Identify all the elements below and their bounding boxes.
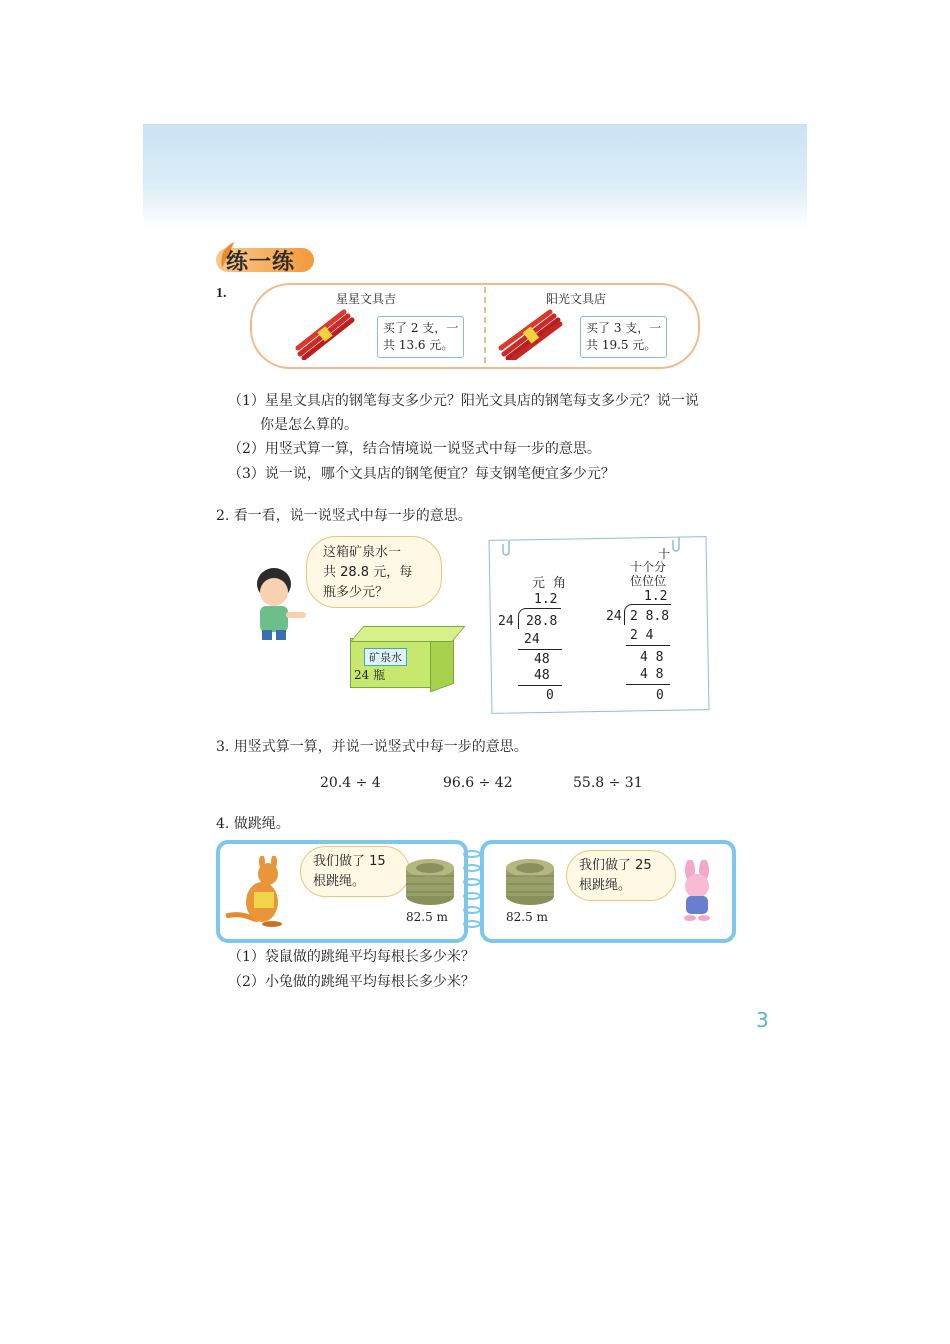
calc-left-divisor: 24	[498, 614, 514, 629]
store-divider	[484, 287, 486, 363]
box-label: 矿泉水	[364, 648, 407, 666]
store-a-name: 星星文具吉	[336, 292, 397, 306]
page-number: 3	[756, 1008, 769, 1032]
q4-sub1: （1）袋鼠做的跳绳平均每根长多少米？	[228, 949, 475, 965]
calc-right-divisor: 24	[606, 609, 622, 624]
boy-speech-bubble	[306, 536, 442, 608]
calc-left-header: 元 角	[532, 576, 566, 591]
kangaroo-speech-bubble	[300, 846, 410, 897]
q4-text: 4. 做跳绳。	[216, 816, 290, 832]
calc-left-row3: 48	[534, 668, 550, 683]
rabbit-icon	[674, 860, 720, 922]
calc-right-row1: 2 4	[630, 628, 654, 643]
calc-right-dividend: 2 8.8	[630, 609, 670, 624]
store-b-note-line2: 共 19.5 元。	[586, 338, 657, 352]
q1-number: 1.	[216, 286, 227, 301]
box-count: 24 瓶	[354, 668, 386, 682]
rope-coil-icon	[504, 856, 556, 906]
q1-sub2: （2）用竖式算一算，结合情境说一说竖式中每一步的意思。	[228, 441, 601, 457]
rabbit-rope-length: 82.5 m	[506, 910, 548, 924]
section-title-text: 练一练	[226, 250, 296, 275]
clip-icon	[502, 540, 516, 556]
calc-right-rule2	[626, 684, 670, 685]
calc-left-rule1	[518, 649, 562, 650]
q3-item-1: 20.4 ÷ 4	[320, 775, 381, 791]
header-banner	[143, 124, 807, 229]
calc-left-rule2	[518, 685, 562, 686]
rabbit-speech-bubble	[566, 850, 676, 901]
water-box	[350, 626, 454, 688]
calc-right-quotient: 1.2	[644, 589, 668, 604]
calc-right-row2: 4 8	[640, 650, 664, 665]
section-title	[216, 240, 316, 276]
bubble-line1: 这箱矿泉水一	[323, 545, 402, 560]
store-a-note	[377, 316, 464, 358]
bubble-line2: 共 28.8 元，每	[323, 565, 413, 580]
q3-item-2: 96.6 ÷ 42	[443, 775, 513, 791]
calc-right-header-top: 十	[658, 547, 671, 561]
q3-item-3: 55.8 ÷ 31	[573, 775, 643, 791]
q4-sub2: （2）小兔做的跳绳平均每根长多少米？	[228, 974, 475, 990]
q1-sub3: （3）说一说，哪个文具店的钢笔便宜？每支钢笔便宜多少元？	[228, 466, 615, 482]
calc-left-quotient: 1.2	[534, 592, 558, 607]
q3-text: 3. 用竖式算一算，并说一说竖式中每一步的意思。	[216, 739, 528, 755]
calc-right-row4: 0	[656, 688, 664, 703]
store-b-note	[580, 316, 667, 358]
calc-right-header-mid: 十个分	[630, 560, 667, 574]
calc-right-row3: 4 8	[640, 667, 664, 682]
calc-right-rule1	[626, 645, 670, 646]
pens-icon	[498, 308, 564, 360]
calc-left-row2: 48	[534, 652, 550, 667]
store-a-note-line1: 买了 2 支，一	[383, 321, 459, 335]
binding-rings-icon	[462, 844, 482, 932]
kangaroo-rope-length: 82.5 m	[406, 910, 448, 924]
rope-coil-icon	[404, 856, 456, 906]
store-a-note-line2: 共 13.6 元。	[383, 338, 454, 352]
kangaroo-bubble-line2: 根跳绳。	[313, 874, 366, 889]
q2-text: 2. 看一看，说一说竖式中每一步的意思。	[216, 508, 472, 524]
bubble-line3: 瓶多少元？	[323, 585, 389, 600]
rabbit-bubble-line2: 根跳绳。	[579, 878, 632, 893]
q1-sub1-line1: （1）星星文具店的钢笔每支多少元？阳光文具店的钢笔每支多少元？说一说	[228, 393, 699, 409]
store-b-note-line1: 买了 3 支，一	[586, 321, 662, 335]
calc-left-dividend: 28.8	[526, 614, 558, 629]
boy-icon	[248, 566, 314, 642]
rabbit-bubble-line1: 我们做了 25	[579, 858, 652, 873]
store-b-name: 阳光文具店	[546, 292, 607, 306]
pens-icon	[294, 308, 356, 360]
calc-right-header-bot: 位位位	[630, 574, 667, 588]
calc-left-row4: 0	[546, 688, 554, 703]
kangaroo-bubble-line1: 我们做了 15	[313, 854, 386, 869]
calc-left-row1: 24	[524, 632, 540, 647]
q1-sub1-line2: 你是怎么算的。	[260, 417, 358, 433]
clip-icon	[672, 536, 686, 552]
box-top	[350, 626, 465, 642]
kangaroo-icon	[222, 856, 294, 928]
